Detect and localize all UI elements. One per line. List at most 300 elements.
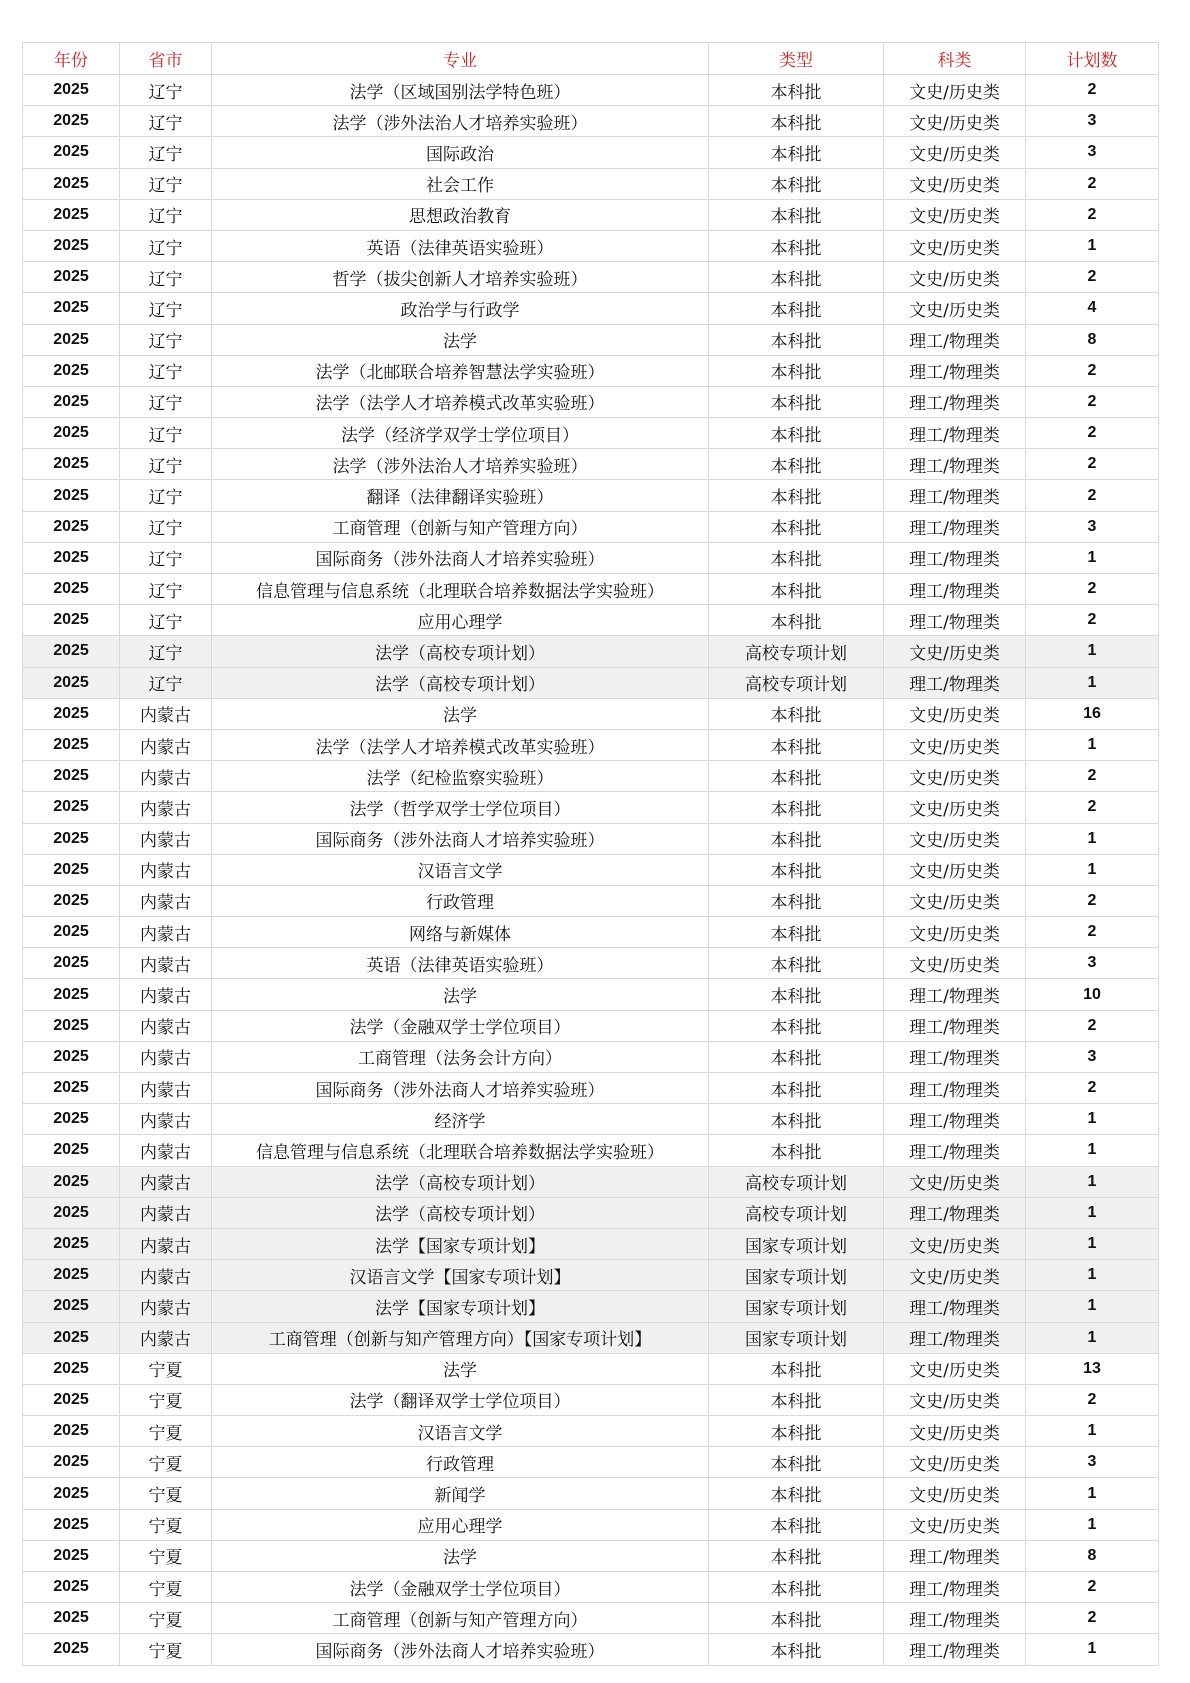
- cell-province: 内蒙古: [120, 1322, 212, 1353]
- cell-plan-count: 3: [1026, 948, 1159, 979]
- cell-province: 辽宁: [120, 511, 212, 542]
- cell-province: 宁夏: [120, 1478, 212, 1509]
- cell-type: 本科批: [709, 511, 884, 542]
- cell-year: 2025: [23, 1634, 120, 1665]
- cell-major: 英语（法律英语实验班）: [212, 230, 709, 261]
- table-row: [23, 885, 1159, 916]
- cell-subject-category: 文史/历史类: [884, 1384, 1026, 1415]
- cell-plan-count: 1: [1026, 1197, 1159, 1228]
- cell-plan-count: 1: [1026, 1228, 1159, 1259]
- cell-subject-category: 文史/历史类: [884, 1509, 1026, 1540]
- cell-year: 2025: [23, 324, 120, 355]
- table-row: [23, 168, 1159, 199]
- cell-major: 法学（区域国别法学特色班）: [212, 75, 709, 106]
- cell-plan-count: 2: [1026, 917, 1159, 948]
- cell-subject-category: 理工/物理类: [884, 1603, 1026, 1634]
- cell-type: 本科批: [709, 792, 884, 823]
- cell-year: 2025: [23, 542, 120, 573]
- cell-province: 内蒙古: [120, 854, 212, 885]
- cell-year: 2025: [23, 1010, 120, 1041]
- table-row: [23, 137, 1159, 168]
- cell-major: 法学（北邮联合培养智慧法学实验班）: [212, 355, 709, 386]
- cell-province: 辽宁: [120, 449, 212, 480]
- table-row: [23, 979, 1159, 1010]
- table-row: [23, 324, 1159, 355]
- cell-year: 2025: [23, 418, 120, 449]
- cell-subject-category: 文史/历史类: [884, 75, 1026, 106]
- cell-type: 本科批: [709, 480, 884, 511]
- cell-type: 国家专项计划: [709, 1322, 884, 1353]
- cell-province: 内蒙古: [120, 917, 212, 948]
- table-row: [23, 1603, 1159, 1634]
- cell-major: 法学（高校专项计划）: [212, 1166, 709, 1197]
- cell-province: 内蒙古: [120, 1228, 212, 1259]
- cell-province: 宁夏: [120, 1447, 212, 1478]
- cell-year: 2025: [23, 605, 120, 636]
- cell-subject-category: 文史/历史类: [884, 1353, 1026, 1384]
- header-province: 省市: [120, 43, 212, 75]
- cell-province: 辽宁: [120, 418, 212, 449]
- cell-plan-count: 2: [1026, 761, 1159, 792]
- cell-type: 本科批: [709, 761, 884, 792]
- cell-major: 法学: [212, 979, 709, 1010]
- cell-major: 经济学: [212, 1104, 709, 1135]
- cell-subject-category: 文史/历史类: [884, 761, 1026, 792]
- table-row: [23, 75, 1159, 106]
- cell-plan-count: 8: [1026, 324, 1159, 355]
- table-row: [23, 1322, 1159, 1353]
- cell-year: 2025: [23, 480, 120, 511]
- cell-province: 宁夏: [120, 1603, 212, 1634]
- cell-year: 2025: [23, 854, 120, 885]
- table-row: [23, 1353, 1159, 1384]
- cell-province: 宁夏: [120, 1384, 212, 1415]
- table-row: [23, 449, 1159, 480]
- cell-major: 工商管理（创新与知产管理方向）: [212, 1603, 709, 1634]
- cell-plan-count: 16: [1026, 698, 1159, 729]
- cell-major: 法学（法学人才培养模式改革实验班）: [212, 729, 709, 760]
- cell-major: 法学（经济学双学士学位项目）: [212, 418, 709, 449]
- cell-province: 辽宁: [120, 262, 212, 293]
- cell-major: 行政管理: [212, 1447, 709, 1478]
- cell-plan-count: 1: [1026, 1104, 1159, 1135]
- cell-major: 法学（高校专项计划）: [212, 636, 709, 667]
- cell-type: 高校专项计划: [709, 667, 884, 698]
- table-row: [23, 917, 1159, 948]
- cell-type: 本科批: [709, 1010, 884, 1041]
- table-row: [23, 605, 1159, 636]
- cell-type: 本科批: [709, 1384, 884, 1415]
- cell-year: 2025: [23, 1197, 120, 1228]
- cell-province: 辽宁: [120, 324, 212, 355]
- cell-major: 行政管理: [212, 885, 709, 916]
- cell-major: 法学（纪检监察实验班）: [212, 761, 709, 792]
- cell-major: 汉语言文学【国家专项计划】: [212, 1260, 709, 1291]
- cell-province: 辽宁: [120, 106, 212, 137]
- table-row: [23, 1384, 1159, 1415]
- cell-major: 法学（金融双学士学位项目）: [212, 1572, 709, 1603]
- cell-type: 本科批: [709, 386, 884, 417]
- cell-type: 本科批: [709, 1447, 884, 1478]
- cell-subject-category: 理工/物理类: [884, 418, 1026, 449]
- cell-year: 2025: [23, 885, 120, 916]
- cell-year: 2025: [23, 137, 120, 168]
- table-row: [23, 1197, 1159, 1228]
- cell-year: 2025: [23, 979, 120, 1010]
- cell-type: 本科批: [709, 449, 884, 480]
- table-header: [23, 43, 1159, 75]
- cell-year: 2025: [23, 761, 120, 792]
- cell-province: 内蒙古: [120, 1260, 212, 1291]
- table-row: [23, 574, 1159, 605]
- cell-subject-category: 文史/历史类: [884, 698, 1026, 729]
- table-row: [23, 1260, 1159, 1291]
- cell-subject-category: 理工/物理类: [884, 1135, 1026, 1166]
- cell-type: 本科批: [709, 1073, 884, 1104]
- cell-plan-count: 2: [1026, 1603, 1159, 1634]
- cell-type: 本科批: [709, 885, 884, 916]
- cell-major: 应用心理学: [212, 605, 709, 636]
- cell-year: 2025: [23, 1416, 120, 1447]
- cell-plan-count: 2: [1026, 792, 1159, 823]
- cell-province: 辽宁: [120, 386, 212, 417]
- cell-year: 2025: [23, 1135, 120, 1166]
- table-row: [23, 106, 1159, 137]
- cell-major: 信息管理与信息系统（北理联合培养数据法学实验班）: [212, 574, 709, 605]
- table-row: [23, 1572, 1159, 1603]
- cell-type: 国家专项计划: [709, 1260, 884, 1291]
- cell-subject-category: 理工/物理类: [884, 979, 1026, 1010]
- cell-type: 国家专项计划: [709, 1228, 884, 1259]
- cell-year: 2025: [23, 1041, 120, 1072]
- cell-year: 2025: [23, 667, 120, 698]
- cell-major: 汉语言文学: [212, 854, 709, 885]
- cell-subject-category: 理工/物理类: [884, 1291, 1026, 1322]
- table-row: [23, 293, 1159, 324]
- cell-type: 本科批: [709, 823, 884, 854]
- cell-major: 法学: [212, 1540, 709, 1571]
- cell-major: 国际政治: [212, 137, 709, 168]
- cell-major: 国际商务（涉外法商人才培养实验班）: [212, 823, 709, 854]
- cell-year: 2025: [23, 1166, 120, 1197]
- cell-subject-category: 文史/历史类: [884, 948, 1026, 979]
- cell-province: 辽宁: [120, 168, 212, 199]
- cell-year: 2025: [23, 1228, 120, 1259]
- cell-year: 2025: [23, 386, 120, 417]
- cell-subject-category: 理工/物理类: [884, 1572, 1026, 1603]
- cell-province: 辽宁: [120, 137, 212, 168]
- cell-subject-category: 理工/物理类: [884, 1010, 1026, 1041]
- cell-type: 本科批: [709, 605, 884, 636]
- cell-major: 网络与新媒体: [212, 917, 709, 948]
- cell-plan-count: 1: [1026, 667, 1159, 698]
- cell-type: 本科批: [709, 1416, 884, 1447]
- cell-year: 2025: [23, 106, 120, 137]
- cell-type: 本科批: [709, 698, 884, 729]
- cell-plan-count: 3: [1026, 106, 1159, 137]
- cell-plan-count: 1: [1026, 1634, 1159, 1665]
- cell-subject-category: 理工/物理类: [884, 1197, 1026, 1228]
- cell-major: 翻译（法律翻译实验班）: [212, 480, 709, 511]
- cell-subject-category: 理工/物理类: [884, 324, 1026, 355]
- cell-major: 法学（涉外法治人才培养实验班）: [212, 106, 709, 137]
- cell-subject-category: 文史/历史类: [884, 199, 1026, 230]
- cell-major: 思想政治教育: [212, 199, 709, 230]
- cell-year: 2025: [23, 574, 120, 605]
- cell-subject-category: 文史/历史类: [884, 1478, 1026, 1509]
- cell-type: 本科批: [709, 106, 884, 137]
- header-row: [23, 43, 1159, 75]
- cell-type: 本科批: [709, 917, 884, 948]
- table-row: [23, 230, 1159, 261]
- cell-type: 高校专项计划: [709, 1166, 884, 1197]
- cell-major: 新闻学: [212, 1478, 709, 1509]
- cell-plan-count: 2: [1026, 418, 1159, 449]
- cell-major: 应用心理学: [212, 1509, 709, 1540]
- cell-subject-category: 文史/历史类: [884, 1447, 1026, 1478]
- cell-type: 本科批: [709, 979, 884, 1010]
- cell-plan-count: 1: [1026, 729, 1159, 760]
- table-row: [23, 1228, 1159, 1259]
- cell-province: 内蒙古: [120, 885, 212, 916]
- table-body: [23, 75, 1159, 1666]
- table-row: [23, 823, 1159, 854]
- cell-plan-count: 2: [1026, 1010, 1159, 1041]
- cell-subject-category: 文史/历史类: [884, 885, 1026, 916]
- cell-plan-count: 4: [1026, 293, 1159, 324]
- table-row: [23, 1010, 1159, 1041]
- cell-subject-category: 理工/物理类: [884, 1104, 1026, 1135]
- cell-province: 辽宁: [120, 636, 212, 667]
- cell-province: 内蒙古: [120, 1010, 212, 1041]
- cell-type: 国家专项计划: [709, 1291, 884, 1322]
- cell-plan-count: 1: [1026, 542, 1159, 573]
- cell-major: 法学【国家专项计划】: [212, 1291, 709, 1322]
- cell-type: 本科批: [709, 948, 884, 979]
- cell-type: 本科批: [709, 1603, 884, 1634]
- header-type: 类型: [709, 43, 884, 75]
- cell-province: 辽宁: [120, 605, 212, 636]
- cell-province: 辽宁: [120, 480, 212, 511]
- cell-type: 本科批: [709, 1478, 884, 1509]
- cell-year: 2025: [23, 355, 120, 386]
- cell-major: 法学（高校专项计划）: [212, 1197, 709, 1228]
- cell-plan-count: 1: [1026, 1291, 1159, 1322]
- cell-subject-category: 文史/历史类: [884, 823, 1026, 854]
- cell-province: 辽宁: [120, 293, 212, 324]
- cell-province: 内蒙古: [120, 698, 212, 729]
- cell-type: 本科批: [709, 1353, 884, 1384]
- cell-type: 本科批: [709, 1104, 884, 1135]
- cell-year: 2025: [23, 293, 120, 324]
- cell-year: 2025: [23, 449, 120, 480]
- cell-subject-category: 文史/历史类: [884, 1228, 1026, 1259]
- cell-province: 内蒙古: [120, 1197, 212, 1228]
- cell-plan-count: 1: [1026, 854, 1159, 885]
- cell-type: 高校专项计划: [709, 1197, 884, 1228]
- table-row: [23, 1509, 1159, 1540]
- cell-plan-count: 1: [1026, 823, 1159, 854]
- header-major: 专业: [212, 43, 709, 75]
- cell-province: 内蒙古: [120, 761, 212, 792]
- header-year: 年份: [23, 43, 120, 75]
- cell-subject-category: 理工/物理类: [884, 1322, 1026, 1353]
- cell-year: 2025: [23, 511, 120, 542]
- cell-type: 本科批: [709, 729, 884, 760]
- cell-subject-category: 理工/物理类: [884, 1073, 1026, 1104]
- cell-subject-category: 文史/历史类: [884, 854, 1026, 885]
- table-row: [23, 1073, 1159, 1104]
- cell-year: 2025: [23, 1447, 120, 1478]
- cell-type: 本科批: [709, 168, 884, 199]
- cell-year: 2025: [23, 1104, 120, 1135]
- cell-year: 2025: [23, 1291, 120, 1322]
- cell-major: 法学（金融双学士学位项目）: [212, 1010, 709, 1041]
- cell-type: 本科批: [709, 542, 884, 573]
- cell-plan-count: 1: [1026, 1416, 1159, 1447]
- cell-plan-count: 1: [1026, 230, 1159, 261]
- table-row: [23, 418, 1159, 449]
- cell-subject-category: 文史/历史类: [884, 1416, 1026, 1447]
- cell-type: 本科批: [709, 1572, 884, 1603]
- cell-year: 2025: [23, 1073, 120, 1104]
- cell-province: 内蒙古: [120, 948, 212, 979]
- cell-plan-count: 1: [1026, 1260, 1159, 1291]
- cell-province: 内蒙古: [120, 979, 212, 1010]
- cell-province: 内蒙古: [120, 1166, 212, 1197]
- table-row: [23, 1166, 1159, 1197]
- table-row: [23, 1291, 1159, 1322]
- cell-type: 本科批: [709, 355, 884, 386]
- cell-major: 工商管理（法务会计方向）: [212, 1041, 709, 1072]
- cell-plan-count: 13: [1026, 1353, 1159, 1384]
- cell-subject-category: 文史/历史类: [884, 262, 1026, 293]
- cell-plan-count: 2: [1026, 1572, 1159, 1603]
- cell-type: 本科批: [709, 1509, 884, 1540]
- cell-subject-category: 理工/物理类: [884, 1041, 1026, 1072]
- cell-year: 2025: [23, 230, 120, 261]
- cell-plan-count: 2: [1026, 885, 1159, 916]
- cell-year: 2025: [23, 823, 120, 854]
- cell-province: 内蒙古: [120, 1135, 212, 1166]
- cell-plan-count: 2: [1026, 605, 1159, 636]
- cell-type: 本科批: [709, 574, 884, 605]
- cell-province: 宁夏: [120, 1572, 212, 1603]
- cell-subject-category: 文史/历史类: [884, 168, 1026, 199]
- cell-province: 宁夏: [120, 1509, 212, 1540]
- cell-type: 本科批: [709, 854, 884, 885]
- cell-plan-count: 2: [1026, 355, 1159, 386]
- cell-plan-count: 2: [1026, 1073, 1159, 1104]
- cell-subject-category: 理工/物理类: [884, 574, 1026, 605]
- cell-plan-count: 8: [1026, 1540, 1159, 1571]
- cell-major: 法学（涉外法治人才培养实验班）: [212, 449, 709, 480]
- cell-year: 2025: [23, 1572, 120, 1603]
- table-row: [23, 854, 1159, 885]
- cell-plan-count: 10: [1026, 979, 1159, 1010]
- cell-subject-category: 文史/历史类: [884, 137, 1026, 168]
- cell-year: 2025: [23, 1260, 120, 1291]
- cell-province: 宁夏: [120, 1353, 212, 1384]
- cell-subject-category: 理工/物理类: [884, 1540, 1026, 1571]
- cell-type: 本科批: [709, 75, 884, 106]
- cell-major: 法学（法学人才培养模式改革实验班）: [212, 386, 709, 417]
- cell-major: 英语（法律英语实验班）: [212, 948, 709, 979]
- cell-type: 本科批: [709, 199, 884, 230]
- cell-province: 内蒙古: [120, 823, 212, 854]
- cell-plan-count: 1: [1026, 1166, 1159, 1197]
- cell-year: 2025: [23, 1603, 120, 1634]
- cell-subject-category: 文史/历史类: [884, 1166, 1026, 1197]
- table-row: [23, 386, 1159, 417]
- cell-subject-category: 理工/物理类: [884, 480, 1026, 511]
- cell-subject-category: 文史/历史类: [884, 792, 1026, 823]
- cell-province: 辽宁: [120, 230, 212, 261]
- cell-major: 国际商务（涉外法商人才培养实验班）: [212, 1073, 709, 1104]
- cell-year: 2025: [23, 636, 120, 667]
- cell-subject-category: 文史/历史类: [884, 636, 1026, 667]
- cell-year: 2025: [23, 1353, 120, 1384]
- cell-year: 2025: [23, 948, 120, 979]
- cell-subject-category: 理工/物理类: [884, 605, 1026, 636]
- table-row: [23, 729, 1159, 760]
- table-row: [23, 1104, 1159, 1135]
- cell-province: 内蒙古: [120, 1291, 212, 1322]
- cell-major: 法学（翻译双学士学位项目）: [212, 1384, 709, 1415]
- table-row: [23, 511, 1159, 542]
- cell-year: 2025: [23, 262, 120, 293]
- enrollment-plan-table: [22, 42, 1159, 1666]
- cell-year: 2025: [23, 792, 120, 823]
- cell-province: 宁夏: [120, 1540, 212, 1571]
- table-row: [23, 1447, 1159, 1478]
- header-plan-count: 计划数: [1026, 43, 1159, 75]
- table-row: [23, 1135, 1159, 1166]
- cell-major: 工商管理（创新与知产管理方向）: [212, 511, 709, 542]
- cell-year: 2025: [23, 1509, 120, 1540]
- cell-subject-category: 文史/历史类: [884, 729, 1026, 760]
- table-row: [23, 199, 1159, 230]
- cell-major: 政治学与行政学: [212, 293, 709, 324]
- cell-major: 工商管理（创新与知产管理方向）【国家专项计划】: [212, 1322, 709, 1353]
- cell-plan-count: 2: [1026, 480, 1159, 511]
- cell-plan-count: 2: [1026, 199, 1159, 230]
- cell-plan-count: 2: [1026, 168, 1159, 199]
- table-row: [23, 1416, 1159, 1447]
- table-row: [23, 761, 1159, 792]
- cell-type: 本科批: [709, 324, 884, 355]
- cell-province: 宁夏: [120, 1416, 212, 1447]
- cell-subject-category: 理工/物理类: [884, 386, 1026, 417]
- table-row: [23, 1478, 1159, 1509]
- cell-plan-count: 2: [1026, 386, 1159, 417]
- cell-major: 汉语言文学: [212, 1416, 709, 1447]
- cell-year: 2025: [23, 75, 120, 106]
- table-row: [23, 667, 1159, 698]
- cell-plan-count: 3: [1026, 1447, 1159, 1478]
- cell-type: 本科批: [709, 1634, 884, 1665]
- cell-plan-count: 1: [1026, 1509, 1159, 1540]
- cell-province: 辽宁: [120, 667, 212, 698]
- table-row: [23, 355, 1159, 386]
- cell-plan-count: 2: [1026, 574, 1159, 605]
- table-row: [23, 262, 1159, 293]
- cell-type: 高校专项计划: [709, 636, 884, 667]
- cell-subject-category: 文史/历史类: [884, 1260, 1026, 1291]
- cell-plan-count: 1: [1026, 1135, 1159, 1166]
- cell-major: 法学: [212, 324, 709, 355]
- cell-subject-category: 文史/历史类: [884, 106, 1026, 137]
